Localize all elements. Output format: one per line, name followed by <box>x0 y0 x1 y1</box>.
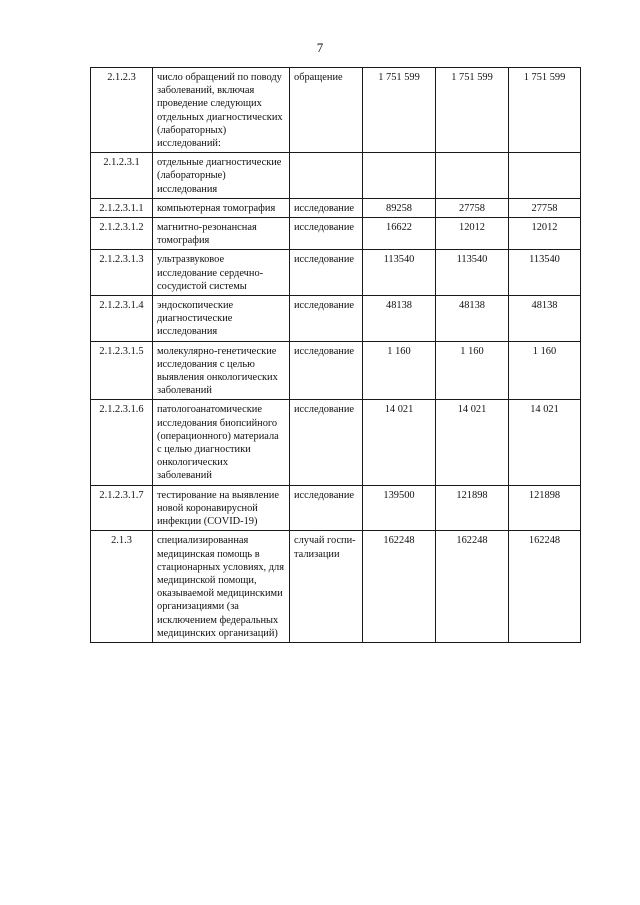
row-value-1: 16622 <box>363 218 436 250</box>
row-value-3: 1 160 <box>509 341 581 400</box>
row-value-2: 1 160 <box>436 341 509 400</box>
row-number: 2.1.2.3.1.7 <box>91 485 153 531</box>
row-value-3: 113540 <box>509 250 581 296</box>
table-row <box>91 296 581 342</box>
row-unit: исследование <box>290 341 363 400</box>
table-row <box>91 531 581 643</box>
row-number: 2.1.3 <box>91 531 153 643</box>
row-unit: исследование <box>290 296 363 342</box>
row-value-2: 12012 <box>436 218 509 250</box>
table-row <box>91 485 581 531</box>
table-row <box>91 341 581 400</box>
row-name: тестирование на выявление новой коронавирусной инфекции (COVID-19) <box>153 485 290 531</box>
row-value-2: 1 751 599 <box>436 68 509 153</box>
row-value-1: 1 751 599 <box>363 68 436 153</box>
row-name: ультразвуковое исследование сердечно-сосудистой системы <box>153 250 290 296</box>
row-number: 2.1.2.3.1.5 <box>91 341 153 400</box>
table-row <box>91 250 581 296</box>
row-value-1: 162248 <box>363 531 436 643</box>
row-name: патологоанатомические исследования биопсийного (операционного) материала с целью диагностики онкологических заболеваний <box>153 400 290 485</box>
row-name: компьютерная томография <box>153 198 290 217</box>
row-value-1: 14 021 <box>363 400 436 485</box>
row-name: эндоскопические диагностические исследования <box>153 296 290 342</box>
row-value-1: 1 160 <box>363 341 436 400</box>
row-unit: исследование <box>290 485 363 531</box>
table-row <box>91 153 581 199</box>
row-value-2: 113540 <box>436 250 509 296</box>
row-number: 2.1.2.3.1.3 <box>91 250 153 296</box>
row-number: 2.1.2.3.1 <box>91 153 153 199</box>
row-unit: исследование <box>290 218 363 250</box>
row-value-3: 48138 <box>509 296 581 342</box>
row-number: 2.1.2.3.1.2 <box>91 218 153 250</box>
row-name: число обращений по поводу заболеваний, включая проведение следующих отдельных диагностических (лабораторных) исследований: <box>153 68 290 153</box>
table-row <box>91 218 581 250</box>
row-value-3: 14 021 <box>509 400 581 485</box>
row-value-3: 12012 <box>509 218 581 250</box>
row-value-1: 139500 <box>363 485 436 531</box>
row-name: молекулярно-генетические исследования с целью выявления онкологических заболеваний <box>153 341 290 400</box>
row-name: магнитно-резонансная томография <box>153 218 290 250</box>
row-value-1: 89258 <box>363 198 436 217</box>
row-value-1: 48138 <box>363 296 436 342</box>
row-value-3: 1 751 599 <box>509 68 581 153</box>
table-row <box>91 400 581 485</box>
row-unit: исследование <box>290 198 363 217</box>
row-number: 2.1.2.3.1.1 <box>91 198 153 217</box>
row-value-2: 48138 <box>436 296 509 342</box>
table-row <box>91 198 581 217</box>
row-number: 2.1.2.3 <box>91 68 153 153</box>
indicators-table <box>90 67 581 643</box>
row-unit: случай госпи-тализации <box>290 531 363 643</box>
row-value-3: 27758 <box>509 198 581 217</box>
row-number: 2.1.2.3.1.4 <box>91 296 153 342</box>
row-name: отдельные диагностические (лабораторные) исследования <box>153 153 290 199</box>
row-value-2: 27758 <box>436 198 509 217</box>
row-value-3: 162248 <box>509 531 581 643</box>
row-value-2: 121898 <box>436 485 509 531</box>
row-unit <box>290 153 363 199</box>
row-value-1: 113540 <box>363 250 436 296</box>
table-row <box>91 68 581 153</box>
row-value-3: 121898 <box>509 485 581 531</box>
row-value-2: 14 021 <box>436 400 509 485</box>
row-unit: обращение <box>290 68 363 153</box>
row-unit: исследование <box>290 400 363 485</box>
row-value-2: 162248 <box>436 531 509 643</box>
row-value-3 <box>509 153 581 199</box>
row-number: 2.1.2.3.1.6 <box>91 400 153 485</box>
page-number: 7 <box>316 40 324 55</box>
row-name: специализированная медицинская помощь в стационарных условиях, для медицинской помощи, оказываемой медицинскими организациями (за исключением федеральных медицинских организаций) <box>153 531 290 643</box>
row-unit: исследование <box>290 250 363 296</box>
row-value-1 <box>363 153 436 199</box>
row-value-2 <box>436 153 509 199</box>
